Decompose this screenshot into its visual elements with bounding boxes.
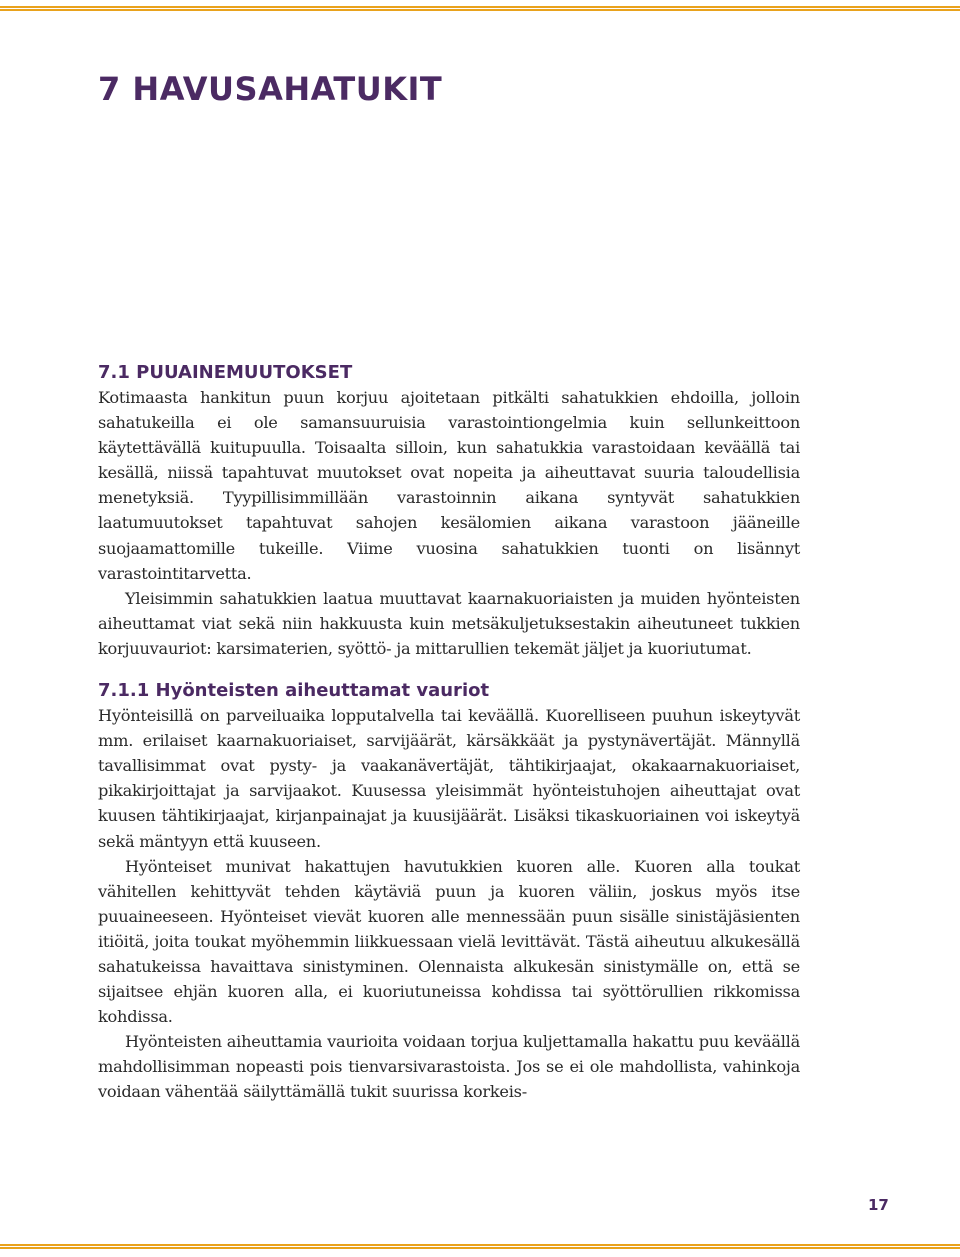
- page-body: [98, 360, 800, 1105]
- bottom-decorative-rule: [0, 1244, 960, 1249]
- section-heading-7-1-1: 7.1.1 Hyönteisten aiheuttamat vauriot: [98, 680, 490, 702]
- chapter-title: 7 HAVUSAHATUKIT: [98, 70, 443, 108]
- top-decorative-rule: [0, 6, 960, 11]
- paragraph: Hyönteisten aiheuttamia vaurioita voidaan torjua kuljettamalla hakattu puu keväällä mahdollisimman nopeasti pois tienvarsivarastoista. Jos se ei ole mahdollista, vahinkoja voidaan vähentää säilyttämällä tukit suurissa korkeis-: [98, 1032, 800, 1102]
- paragraph: Hyönteisillä on parveiluaika lopputalvella tai keväällä. Kuorelliseen puuhun iskeytyvät mm. erilaiset kaarnakuoriaiset, sarvijäärät, kärsäkkäät ja pystynävertäjät. Männyllä tavallisimmat ovat pysty- ja vaakanävertäjät, tähtikirjaajat, okakaarnakuoriaiset, pikakirjoittajat ja sarvijaakot. Kuusessa yleisimmät hyönteistuhojen aiheuttajat ovat kuusen tähtikirjaajat, kirjanpainajat ja kuusijäärät. Lisäksi tikaskuoriainen voi iskeytyä sekä mäntyyn että kuuseen.: [98, 706, 800, 851]
- section-heading-7-1: 7.1 PUUAINEMUUTOKSET: [98, 362, 353, 383]
- paragraph: Yleisimmin sahatukkien laatua muuttavat kaarnakuoriaisten ja muiden hyönteisten aiheuttamat viat sekä niin hakkuusta kuin metsäkuljetuksestakin aiheutuneet tukkien korjuuvauriot: karsimaterien, syöttö- ja mittarullien tekemät jäljet ja kuoriutumat.: [98, 588, 800, 658]
- paragraph: Kotimaasta hankitun puun korjuu ajoitetaan pitkälti sahatukkien ehdoilla, jolloin sahatukeilla ei ole samansuuruisia varastointiongelmia kuin sellunkeittoon käytettävällä kuitupuulla. Toisaalta silloin, kun sahatukkia varastoidaan keväällä tai kesällä, niissä tapahtuvat muutokset ovat nopeita ja aiheuttavat suuria taloudellisia menetyksiä. Tyypillisimmillään varastoinnin aikana syntyvät sahatukkien laatumuutokset tapahtuvat sahojen kesälomien aikana varastoon jääneille suojaamattomille tukeille. Viime vuosina sahatukkien tuonti on lisännyt varastointitarvetta.: [98, 388, 800, 583]
- page-number: 17: [868, 1196, 889, 1214]
- paragraph: Hyönteiset munivat hakattujen havutukkien kuoren alle. Kuoren alla toukat vähitellen kehittyvät tehden käytäviä puun ja kuoren väliin, joskus myös itse puuaineeseen. Hyönteiset vievät kuoren alle mennessään puun sisälle sinistäjäsienten itiöitä, joita toukat myöhemmin liikkuessaan vielä levittävät. Tästä aiheutuu alkukesällä sahatukeissa havaittava sinistyminen. Olennaista alkukesän sinistymälle on, että se sijaitsee ehjän kuoren alla, ei kuoriutuneissa kohdissa tai syöttörullien rikkomissa kohdissa.: [98, 856, 800, 1027]
